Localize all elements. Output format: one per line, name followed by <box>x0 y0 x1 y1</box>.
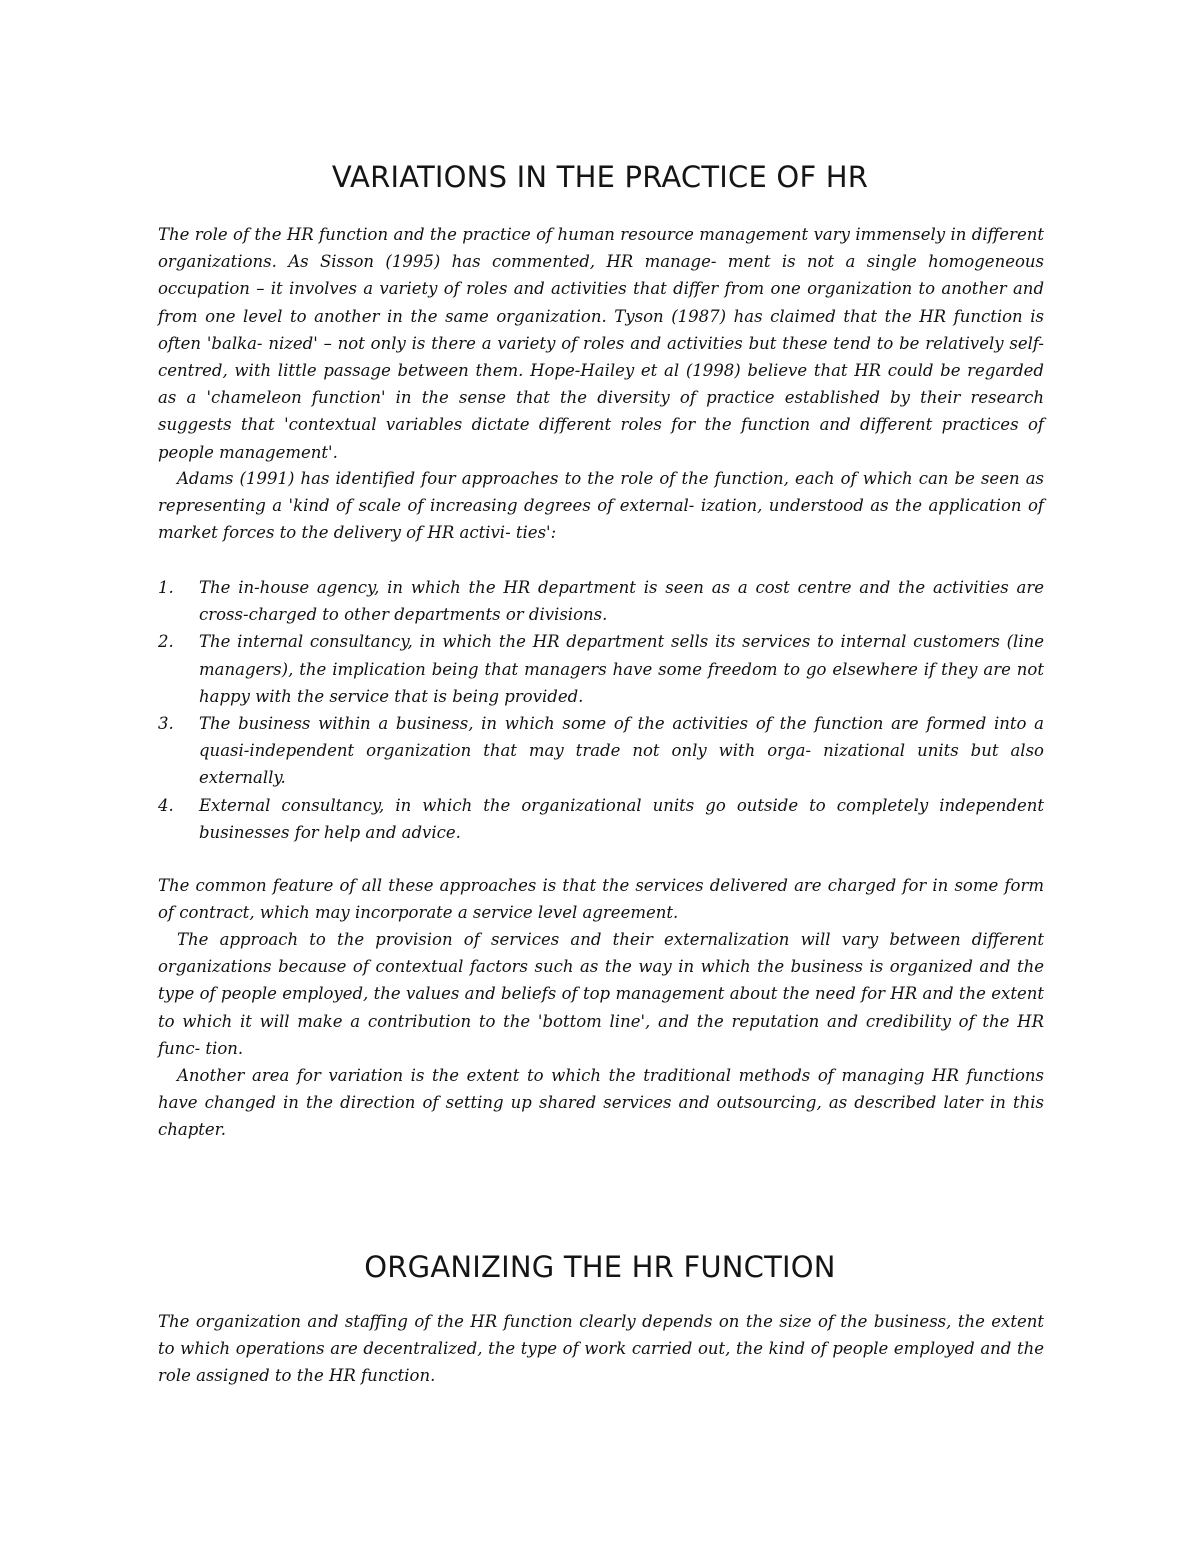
list-number: 2. <box>158 632 174 652</box>
paragraph-adams-approaches: Adams (1991) has identified four approaches to the role of the function, each of which can be seen as representing a 'kind of scale of increasing degrees of external- ization, understood as the application of market forces to the delivery of HR activi- ties': <box>158 469 1044 543</box>
paragraph-organization-staffing: The organization and staffing of the HR function clearly depends on the size of the business, the extent to which operations are decentralized, the type of work carried out, the kind of people employed and the role assigned to the HR function. <box>158 1312 1044 1386</box>
list-item <box>158 710 1044 792</box>
list-item-text: The in-house agency, in which the HR department is seen as a cost centre and the activities are cross-charged to other departments or divisions. <box>199 578 1044 625</box>
list-item-text: The business within a business, in which some of the activities of the function are formed into a quasi-independent organization that may trade not only with orga- nizational units but also externally. <box>199 714 1044 788</box>
approaches-list <box>158 574 1044 846</box>
paragraph-role-of-hr: The role of the HR function and the practice of human resource management vary immensely in different organizations. As Sisson (1995) has commented, HR manage- ment is not a single homogeneous occupation – it involves a variety of roles and activities that differ from one organization to another and from one level to another in the same organization. Tyson (1987) has claimed that the HR function is often 'balka- nized' – not only is there a variety of roles and activities but these tend to be relatively self-centred, with little passage between them. Hope-Hailey et al (1998) believe that HR could be regarded as a 'chameleon function' in the sense that the diversity of practice established by their research suggests that 'contextual variables dictate different roles for the function and different practices of people management'. <box>158 225 1044 462</box>
list-number: 3. <box>158 714 174 734</box>
list-item <box>158 628 1044 710</box>
section-heading-organizing: ORGANIZING THE HR FUNCTION <box>364 1250 836 1284</box>
list-item <box>158 574 1044 628</box>
list-number: 1. <box>158 578 174 597</box>
list-item-text: External consultancy, in which the organizational units go outside to completely independent businesses for help and advice. <box>199 795 1044 842</box>
paragraph-common-feature: The common feature of all these approaches is that the services delivered are charged for in some form of contract, which may incorporate a service level agreement. <box>158 876 1044 923</box>
paragraph-approach-provision: The approach to the provision of services and their externalization will vary between different organizations because of contextual factors such as the way in which the business is organized and the type of people employed, the values and beliefs of top management about the need for HR and the extent to which it will make a contribution to the 'bottom line', and the reputation and credibility of the HR func- tion. <box>158 930 1044 1058</box>
list-item <box>158 792 1044 846</box>
list-number: 4. <box>158 795 174 815</box>
section-heading-variations: VARIATIONS IN THE PRACTICE OF HR <box>331 160 869 194</box>
paragraph-another-area: Another area for variation is the extent to which the traditional methods of managing HR functions have changed in the direction of setting up shared services and outsourcing, as described later in this chapter. <box>158 1066 1044 1140</box>
list-item-text: The internal consultancy, in which the HR department sells its services to internal customers (line managers), the implication being that managers have some freedom to go elsewhere if they are not happy with the service that is being provided. <box>199 632 1044 706</box>
